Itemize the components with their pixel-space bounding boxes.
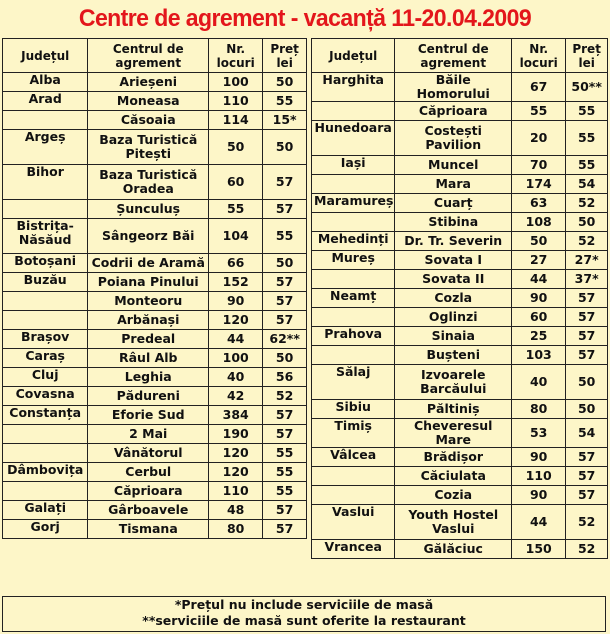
cell-locuri: 55 xyxy=(512,102,566,121)
cell-pret: 57 xyxy=(566,486,608,505)
cell-judet: Harghita xyxy=(312,73,395,102)
cell-centru: Brădișor xyxy=(395,448,512,467)
cell-pret: 52 xyxy=(566,540,608,559)
cell-centru: Sângeorz Băi xyxy=(88,219,209,254)
table-row xyxy=(312,213,608,232)
table-row xyxy=(312,327,608,346)
cell-centru: Eforie Sud xyxy=(88,406,209,425)
cell-pret: 55 xyxy=(566,121,608,156)
header-locuri xyxy=(209,39,263,73)
cell-centru: Costești Pavilion xyxy=(395,121,512,156)
cell-pret: 50 xyxy=(263,349,307,368)
cell-pret: 57 xyxy=(263,273,307,292)
header-centru-line2: agrement xyxy=(420,55,487,70)
cell-locuri: 120 xyxy=(209,311,263,330)
cell-locuri: 100 xyxy=(209,349,263,368)
cell-centru: Baza Turistică Oradea xyxy=(88,165,209,200)
cell-centru: Youth Hostel Vaslui xyxy=(395,505,512,540)
cell-pret: 57 xyxy=(263,406,307,425)
header-locuri-line1: Nr. xyxy=(226,41,246,56)
cell-judet xyxy=(3,425,88,444)
table-row xyxy=(3,73,307,92)
cell-centru: Oglinzi xyxy=(395,308,512,327)
cell-centru: Stibina xyxy=(395,213,512,232)
table-row xyxy=(3,111,307,130)
header-judet-label: Județul xyxy=(329,48,378,63)
cell-judet: Hunedoara xyxy=(312,121,395,156)
cell-centru: Cerbul xyxy=(88,463,209,482)
cell-locuri: 174 xyxy=(512,175,566,194)
cell-judet: Galați xyxy=(3,501,88,520)
cell-centru: Muncel xyxy=(395,156,512,175)
header-centru xyxy=(88,39,209,73)
cell-locuri: 152 xyxy=(209,273,263,292)
cell-centru: Dr. Tr. Severin xyxy=(395,232,512,251)
cell-locuri: 60 xyxy=(512,308,566,327)
cell-locuri: 53 xyxy=(512,419,566,448)
cell-judet xyxy=(3,482,88,501)
cell-pret: 55 xyxy=(263,463,307,482)
cell-locuri: 42 xyxy=(209,387,263,406)
table-row xyxy=(3,292,307,311)
cell-locuri: 110 xyxy=(512,467,566,486)
table-row xyxy=(312,102,608,121)
cell-centru: Șunculuș xyxy=(88,200,209,219)
header-pret-line2: lei xyxy=(276,55,293,70)
table-row xyxy=(312,400,608,419)
cell-pret: 52 xyxy=(566,232,608,251)
cell-locuri: 50 xyxy=(209,130,263,165)
cell-pret: 50 xyxy=(263,130,307,165)
cell-centru: Monteoru xyxy=(88,292,209,311)
cell-pret: 57 xyxy=(566,346,608,365)
cell-locuri: 40 xyxy=(209,368,263,387)
cell-locuri: 150 xyxy=(512,540,566,559)
cell-judet: Buzău xyxy=(3,273,88,292)
cell-centru: Căprioara xyxy=(395,102,512,121)
cell-centru: Codrii de Aramă xyxy=(88,254,209,273)
footnote-2: **serviciile de masă sunt oferite la restaurant xyxy=(142,613,466,628)
table-row xyxy=(312,194,608,213)
left-table xyxy=(2,38,307,539)
table-row xyxy=(3,330,307,349)
cell-judet: Dâmbovița xyxy=(3,463,88,482)
right-table xyxy=(311,38,608,559)
cell-pret: 50 xyxy=(263,73,307,92)
header-centru xyxy=(395,39,512,73)
table-row xyxy=(312,289,608,308)
cell-pret: 54 xyxy=(566,175,608,194)
cell-judet xyxy=(312,467,395,486)
cell-pret: 57 xyxy=(263,311,307,330)
cell-centru: Cuarț xyxy=(395,194,512,213)
table-row xyxy=(3,273,307,292)
cell-centru: Baza Turistică Pitești xyxy=(88,130,209,165)
cell-judet: Alba xyxy=(3,73,88,92)
cell-judet: Arad xyxy=(3,92,88,111)
table-row xyxy=(3,219,307,254)
cell-centru: Poiana Pinului xyxy=(88,273,209,292)
cell-pret: 50 xyxy=(566,400,608,419)
cell-judet: Bihor xyxy=(3,165,88,200)
cell-locuri: 44 xyxy=(512,505,566,540)
cell-pret: 50 xyxy=(566,365,608,400)
cell-locuri: 110 xyxy=(209,482,263,501)
header-row xyxy=(3,39,307,73)
cell-centru: Gălăciuc xyxy=(395,540,512,559)
cell-locuri: 40 xyxy=(512,365,566,400)
cell-judet: Sibiu xyxy=(312,400,395,419)
cell-centru: Arieșeni xyxy=(88,73,209,92)
header-centru-line1: Centrul de xyxy=(417,41,489,56)
cell-locuri: 44 xyxy=(512,270,566,289)
table-row xyxy=(3,200,307,219)
header-locuri-line1: Nr. xyxy=(529,41,549,56)
table-row xyxy=(312,308,608,327)
table-row xyxy=(3,444,307,463)
cell-centru: Sovata II xyxy=(395,270,512,289)
cell-judet xyxy=(3,292,88,311)
header-pret xyxy=(566,39,608,73)
cell-pret: 57 xyxy=(263,501,307,520)
cell-centru: Arbănași xyxy=(88,311,209,330)
cell-locuri: 20 xyxy=(512,121,566,156)
cell-judet: Brașov xyxy=(3,330,88,349)
cell-centru: Predeal xyxy=(88,330,209,349)
table-row xyxy=(3,387,307,406)
cell-locuri: 66 xyxy=(209,254,263,273)
header-centru-line1: Centrul de xyxy=(112,41,184,56)
cell-centru: Sovata I xyxy=(395,251,512,270)
cell-locuri: 100 xyxy=(209,73,263,92)
cell-judet xyxy=(312,175,395,194)
cell-pret: 57 xyxy=(263,292,307,311)
table-row xyxy=(3,463,307,482)
header-locuri-line2: locuri xyxy=(519,55,558,70)
table-row xyxy=(3,311,307,330)
cell-pret: 15* xyxy=(263,111,307,130)
cell-centru: Pădureni xyxy=(88,387,209,406)
cell-locuri: 90 xyxy=(209,292,263,311)
cell-pret: 55 xyxy=(263,219,307,254)
cell-pret: 52 xyxy=(566,194,608,213)
footnotes xyxy=(2,596,606,632)
cell-pret: 57 xyxy=(263,200,307,219)
cell-locuri: 80 xyxy=(512,400,566,419)
cell-pret: 54 xyxy=(566,419,608,448)
table-row xyxy=(312,251,608,270)
table-row xyxy=(312,540,608,559)
cell-locuri: 90 xyxy=(512,486,566,505)
cell-judet: Mureș xyxy=(312,251,395,270)
cell-judet xyxy=(3,111,88,130)
table-row xyxy=(312,175,608,194)
header-pret-line1: Preț xyxy=(572,41,601,56)
header-judet-label: Județul xyxy=(21,48,70,63)
table-row xyxy=(312,270,608,289)
table-row xyxy=(312,419,608,448)
cell-locuri: 60 xyxy=(209,165,263,200)
cell-judet xyxy=(312,102,395,121)
cell-locuri: 63 xyxy=(512,194,566,213)
cell-centru: Sinaia xyxy=(395,327,512,346)
cell-judet: Mehedinți xyxy=(312,232,395,251)
cell-locuri: 70 xyxy=(512,156,566,175)
cell-centru: Izvoarele Barcăului xyxy=(395,365,512,400)
cell-pret: 52 xyxy=(566,505,608,540)
table-row xyxy=(3,254,307,273)
table-row xyxy=(3,520,307,539)
cell-centru: Căsoaia xyxy=(88,111,209,130)
header-centru-line2: agrement xyxy=(115,55,182,70)
cell-judet xyxy=(312,270,395,289)
cell-centru: Cozla xyxy=(395,289,512,308)
cell-centru: Leghia xyxy=(88,368,209,387)
cell-centru: Bușteni xyxy=(395,346,512,365)
cell-judet: Iași xyxy=(312,156,395,175)
cell-judet: Timiș xyxy=(312,419,395,448)
cell-judet: Constanța xyxy=(3,406,88,425)
cell-centru: Băile Homorului xyxy=(395,73,512,102)
cell-pret: 55 xyxy=(263,444,307,463)
header-pret-line1: Preț xyxy=(270,41,299,56)
cell-pret: 55 xyxy=(263,92,307,111)
cell-judet: Bistrița-Năsăud xyxy=(3,219,88,254)
cell-judet: Caraș xyxy=(3,349,88,368)
cell-pret: 57 xyxy=(263,165,307,200)
table-row xyxy=(312,232,608,251)
header-row xyxy=(312,39,608,73)
cell-pret: 57 xyxy=(566,467,608,486)
cell-centru: Vânătorul xyxy=(88,444,209,463)
cell-pret: 62** xyxy=(263,330,307,349)
table-row xyxy=(3,425,307,444)
cell-locuri: 108 xyxy=(512,213,566,232)
cell-judet: Argeș xyxy=(3,130,88,165)
cell-locuri: 114 xyxy=(209,111,263,130)
cell-pret: 55 xyxy=(566,102,608,121)
cell-locuri: 27 xyxy=(512,251,566,270)
table-row xyxy=(3,92,307,111)
cell-locuri: 110 xyxy=(209,92,263,111)
cell-locuri: 25 xyxy=(512,327,566,346)
cell-locuri: 80 xyxy=(209,520,263,539)
left-table-body xyxy=(3,73,307,539)
cell-judet: Cluj xyxy=(3,368,88,387)
table-row xyxy=(3,165,307,200)
cell-centru: Cheveresul Mare xyxy=(395,419,512,448)
cell-judet xyxy=(3,444,88,463)
cell-judet: Neamț xyxy=(312,289,395,308)
cell-pret: 37* xyxy=(566,270,608,289)
cell-pret: 57 xyxy=(566,289,608,308)
cell-judet xyxy=(312,346,395,365)
cell-centru: Tismana xyxy=(88,520,209,539)
table-row xyxy=(3,406,307,425)
header-judet xyxy=(3,39,88,73)
cell-locuri: 67 xyxy=(512,73,566,102)
table-row xyxy=(3,482,307,501)
cell-judet xyxy=(312,308,395,327)
cell-pret: 57 xyxy=(566,308,608,327)
cell-centru: Căciulata xyxy=(395,467,512,486)
header-pret xyxy=(263,39,307,73)
cell-pret: 52 xyxy=(263,387,307,406)
header-pret-line2: lei xyxy=(578,55,595,70)
table-row xyxy=(3,349,307,368)
cell-centru: Moneasa xyxy=(88,92,209,111)
table-row xyxy=(3,368,307,387)
cell-locuri: 55 xyxy=(209,200,263,219)
cell-judet: Gorj xyxy=(3,520,88,539)
header-locuri-line2: locuri xyxy=(216,55,255,70)
cell-locuri: 90 xyxy=(512,289,566,308)
cell-pret: 57 xyxy=(263,520,307,539)
cell-judet: Covasna xyxy=(3,387,88,406)
table-row xyxy=(312,346,608,365)
table-row xyxy=(312,365,608,400)
right-table-body xyxy=(312,73,608,559)
cell-judet: Vâlcea xyxy=(312,448,395,467)
cell-locuri: 120 xyxy=(209,463,263,482)
table-row xyxy=(3,501,307,520)
footnote-1: *Prețul nu include serviciile de masă xyxy=(174,597,434,612)
table-row xyxy=(312,121,608,156)
table-row xyxy=(3,130,307,165)
cell-centru: Căprioara xyxy=(88,482,209,501)
cell-pret: 56 xyxy=(263,368,307,387)
cell-judet: Maramureș xyxy=(312,194,395,213)
cell-judet xyxy=(312,486,395,505)
cell-judet: Vaslui xyxy=(312,505,395,540)
cell-centru: Râul Alb xyxy=(88,349,209,368)
cell-judet: Sălaj xyxy=(312,365,395,400)
cell-locuri: 120 xyxy=(209,444,263,463)
cell-locuri: 104 xyxy=(209,219,263,254)
table-row xyxy=(312,448,608,467)
cell-pret: 57 xyxy=(566,327,608,346)
cell-pret: 55 xyxy=(566,156,608,175)
cell-judet xyxy=(3,200,88,219)
cell-centru: Păltiniș xyxy=(395,400,512,419)
table-row xyxy=(312,486,608,505)
cell-pret: 50 xyxy=(263,254,307,273)
header-locuri xyxy=(512,39,566,73)
table-row xyxy=(312,505,608,540)
header-judet xyxy=(312,39,395,73)
cell-judet: Prahova xyxy=(312,327,395,346)
cell-centru: Cozia xyxy=(395,486,512,505)
table-row xyxy=(312,156,608,175)
cell-pret: 50 xyxy=(566,213,608,232)
cell-pret: 57 xyxy=(566,448,608,467)
cell-judet xyxy=(312,213,395,232)
page-title: Centre de agrement - vacanță 11-20.04.2009 xyxy=(78,5,532,32)
cell-centru: Mara xyxy=(395,175,512,194)
cell-locuri: 90 xyxy=(512,448,566,467)
cell-centru: 2 Mai xyxy=(88,425,209,444)
cell-pret: 27* xyxy=(566,251,608,270)
cell-locuri: 384 xyxy=(209,406,263,425)
cell-judet xyxy=(3,311,88,330)
cell-locuri: 190 xyxy=(209,425,263,444)
cell-locuri: 44 xyxy=(209,330,263,349)
cell-locuri: 50 xyxy=(512,232,566,251)
cell-pret: 50** xyxy=(566,73,608,102)
table-row xyxy=(312,73,608,102)
cell-judet: Botoșani xyxy=(3,254,88,273)
table-row xyxy=(312,467,608,486)
cell-pret: 57 xyxy=(263,425,307,444)
cell-centru: Gârboavele xyxy=(88,501,209,520)
cell-pret: 55 xyxy=(263,482,307,501)
cell-locuri: 103 xyxy=(512,346,566,365)
cell-judet: Vrancea xyxy=(312,540,395,559)
cell-locuri: 48 xyxy=(209,501,263,520)
